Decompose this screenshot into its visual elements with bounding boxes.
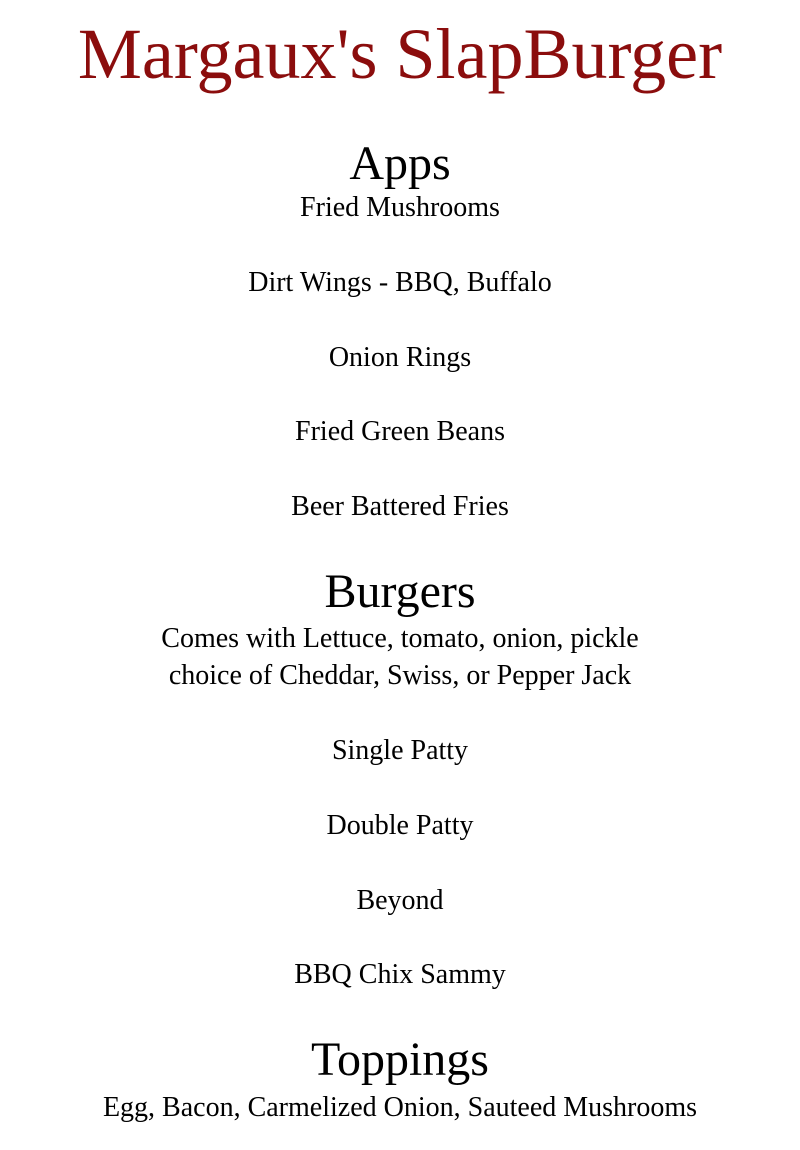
section-heading-apps: Apps	[349, 137, 451, 190]
burger-description: Comes with Lettuce, tomato, onion, pickle	[161, 623, 639, 654]
menu-item: BBQ Chix Sammy	[294, 959, 506, 990]
menu-item: Single Patty	[331, 735, 469, 766]
menu-title: Margaux's SlapBurger	[77, 14, 723, 94]
section-heading-toppings: Toppings	[311, 1033, 489, 1086]
menu-item: Dirt Wings - BBQ, Buffalo	[248, 267, 552, 298]
menu-item: Onion Rings	[328, 342, 472, 373]
menu-item: Double Patty	[326, 810, 474, 841]
menu-item: Beer Battered Fries	[291, 491, 509, 522]
menu-item: Egg, Bacon, Carmelized Onion, Sauteed Mushrooms	[102, 1092, 698, 1123]
menu-item: Beyond	[356, 885, 444, 916]
burger-description: choice of Cheddar, Swiss, or Pepper Jack	[168, 660, 632, 691]
menu-item: Fried Mushrooms	[300, 192, 500, 223]
section-heading-burgers: Burgers	[324, 565, 476, 618]
menu-item: Fried Green Beans	[295, 416, 505, 447]
